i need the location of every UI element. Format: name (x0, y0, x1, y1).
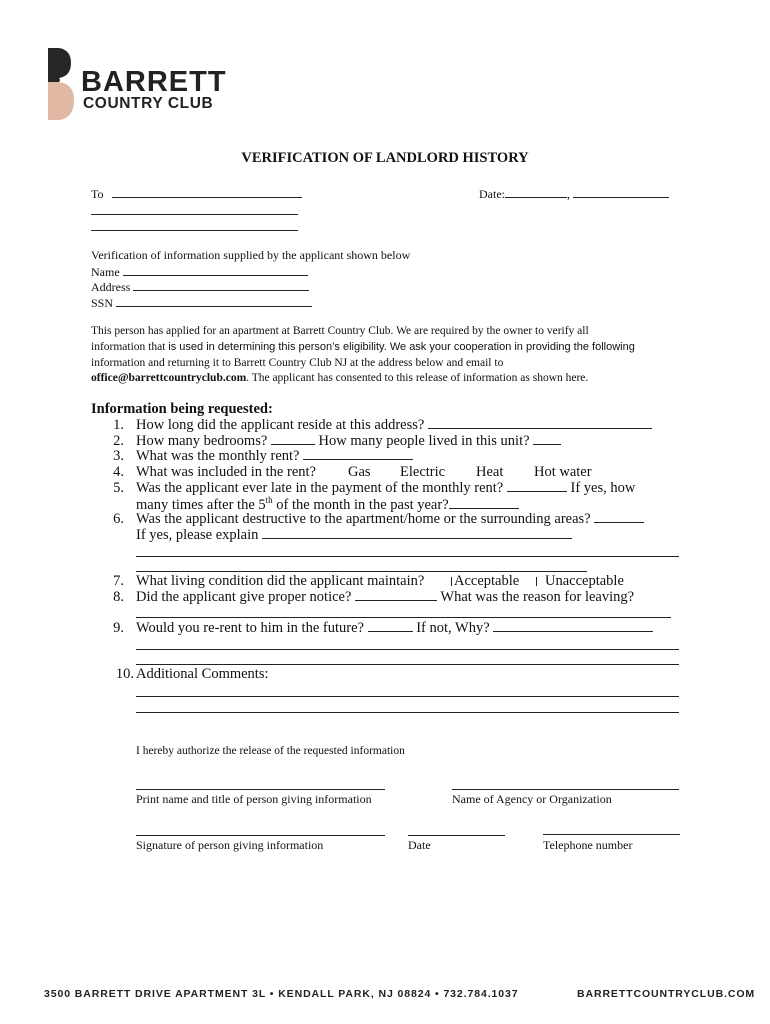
q8-reason-line[interactable] (136, 617, 671, 618)
q4-text: What was included in the rent? (136, 464, 316, 480)
to-address-line-2[interactable] (91, 214, 298, 215)
q6-number: 6. (113, 511, 124, 527)
q9-text-b: If not, Why? (416, 620, 490, 636)
footer-website[interactable]: BARRETTCOUNTRYCLUB.COM (577, 988, 756, 1000)
q3-number: 3. (113, 448, 124, 464)
q7-text: What living condition did the applicant maintain? (136, 573, 425, 589)
paragraph-line-3: information and returning it to Barrett Country Club NJ at the address below and email to (91, 357, 504, 369)
date-signed-label: Date (408, 838, 431, 852)
comments-line-1[interactable] (136, 696, 679, 697)
telephone-label: Telephone number (543, 838, 633, 852)
to-field (91, 186, 302, 202)
q6-extra-line-2[interactable] (136, 571, 587, 572)
q1-text: How long did the applicant reside at this address? (136, 417, 425, 433)
logo-wordmark-line2: COUNTRY CLUB (83, 95, 214, 112)
applicant-address-field (91, 279, 309, 295)
q4-number: 4. (113, 464, 124, 480)
page-title: VERIFICATION OF LANDLORD HISTORY (241, 150, 529, 166)
date-label: Date: (479, 187, 505, 201)
q7-option-unacceptable[interactable] (536, 573, 624, 590)
q7-acceptable-label: Acceptable (454, 573, 520, 589)
q5-text-d: of the month in the past year? (272, 496, 449, 513)
date-field (479, 186, 669, 202)
ssn-line[interactable] (116, 295, 312, 307)
q7-option-acceptable[interactable] (451, 573, 519, 590)
signature-line[interactable] (136, 835, 385, 836)
paragraph-line-4b: . The applicant has consented to this release of information as shown here. (246, 372, 589, 384)
date-separator: , (567, 187, 570, 201)
q1-number: 1. (113, 417, 124, 433)
barrett-logo-mark-icon (44, 46, 76, 122)
q2-number: 2. (113, 433, 124, 449)
q9-number: 9. (113, 620, 124, 636)
q8-text-a: Did the applicant give proper notice? (136, 589, 352, 605)
q2-text-b: How many people lived in this unit? (318, 433, 530, 449)
q6-text-a: Was the applicant destructive to the apartment/home or the surrounding areas? (136, 511, 591, 527)
q5-number: 5. (113, 480, 124, 496)
q4-option-electric[interactable]: Electric (400, 464, 446, 480)
q7-acceptable-checkbox-icon[interactable] (451, 577, 452, 586)
info-heading: Information being requested: (91, 401, 273, 417)
q8-text-b: What was the reason for leaving? (440, 589, 635, 605)
q6-text-b: If yes, please explain (136, 527, 259, 543)
q8-number: 8. (113, 589, 124, 605)
contact-email[interactable]: office@barrettcountryclub.com (91, 372, 247, 384)
q4-option-hot-water[interactable]: Hot water (534, 464, 592, 480)
print-name-label: Print name and title of person giving information (136, 792, 372, 806)
q7-unacceptable-checkbox-icon[interactable] (536, 577, 537, 586)
applicant-intro: Verification of information supplied by the applicant shown below (91, 248, 411, 262)
q3-answer-line[interactable] (303, 448, 413, 460)
logo (44, 46, 234, 122)
q5-late-line[interactable] (507, 480, 567, 492)
logo-wordmark-line1: BARRETT (81, 66, 227, 98)
to-label: To (91, 187, 104, 201)
q6-answer-line[interactable] (594, 511, 644, 523)
q7-number: 7. (113, 573, 124, 589)
paragraph-line-4 (91, 372, 588, 384)
q2-people-line[interactable] (533, 433, 561, 445)
to-address-line-3[interactable] (91, 230, 298, 231)
signature-label: Signature of person giving information (136, 838, 324, 852)
name-label: Name (91, 265, 120, 279)
date-line-1[interactable] (505, 186, 567, 198)
authorization-text: I hereby authorize the release of the requested information (136, 745, 405, 757)
applicant-name-field (91, 264, 308, 280)
name-line[interactable] (123, 264, 308, 276)
q1-answer-line[interactable] (428, 417, 652, 429)
paragraph-line-2b: is used in determining this person’s eligibility. We ask your cooperation in providing the following (168, 341, 635, 353)
q5-times-line[interactable] (449, 497, 519, 509)
q7-unacceptable-label: Unacceptable (545, 573, 624, 589)
agency-line[interactable] (452, 789, 679, 790)
q9-text-a: Would you re-rent to him in the future? (136, 620, 364, 636)
paragraph-line-2a: information that (91, 341, 169, 353)
date-signed-line[interactable] (408, 835, 505, 836)
paragraph-line-2 (91, 341, 635, 353)
q6-extra-line-1[interactable] (136, 556, 679, 557)
address-line[interactable] (133, 279, 309, 291)
telephone-line[interactable] (543, 834, 680, 835)
q5-text-a: Was the applicant ever late in the payment of the monthly rent? (136, 480, 504, 496)
q10-text: Additional Comments: (136, 666, 269, 682)
q4-option-heat[interactable]: Heat (476, 464, 504, 480)
q2-bedrooms-line[interactable] (271, 433, 315, 445)
q3-text: What was the monthly rent? (136, 448, 300, 464)
q8-notice-line[interactable] (355, 589, 437, 601)
agency-label: Name of Agency or Organization (452, 792, 612, 806)
paragraph-line-1: This person has applied for an apartment at Barrett Country Club. We are required by the owner to verify all (91, 325, 589, 337)
date-line-2[interactable] (573, 186, 669, 198)
q4-option-gas[interactable]: Gas (348, 464, 371, 480)
q9-extra-line-2[interactable] (136, 664, 679, 665)
applicant-ssn-field (91, 295, 312, 311)
q5-superscript: th (265, 495, 273, 505)
q5-text-b: If yes, how (570, 480, 636, 496)
to-line[interactable] (112, 186, 302, 198)
q2-text-a: How many bedrooms? (136, 433, 268, 449)
q6-explain-line[interactable] (262, 527, 572, 539)
q5-text-c: many times after the 5 (136, 496, 266, 513)
q10-number: 10. (115, 666, 134, 682)
ssn-label: SSN (91, 296, 114, 310)
q9-answer-line[interactable] (368, 620, 413, 632)
address-label: Address (91, 280, 131, 294)
q9-extra-line-1[interactable] (136, 649, 679, 650)
comments-line-2[interactable] (136, 712, 679, 713)
q9-why-line[interactable] (493, 620, 653, 632)
footer-address: 3500 BARRETT DRIVE APARTMENT 3L • KENDALL PARK, NJ 08824 • 732.784.1037 (44, 988, 519, 1000)
print-name-line[interactable] (136, 789, 385, 790)
